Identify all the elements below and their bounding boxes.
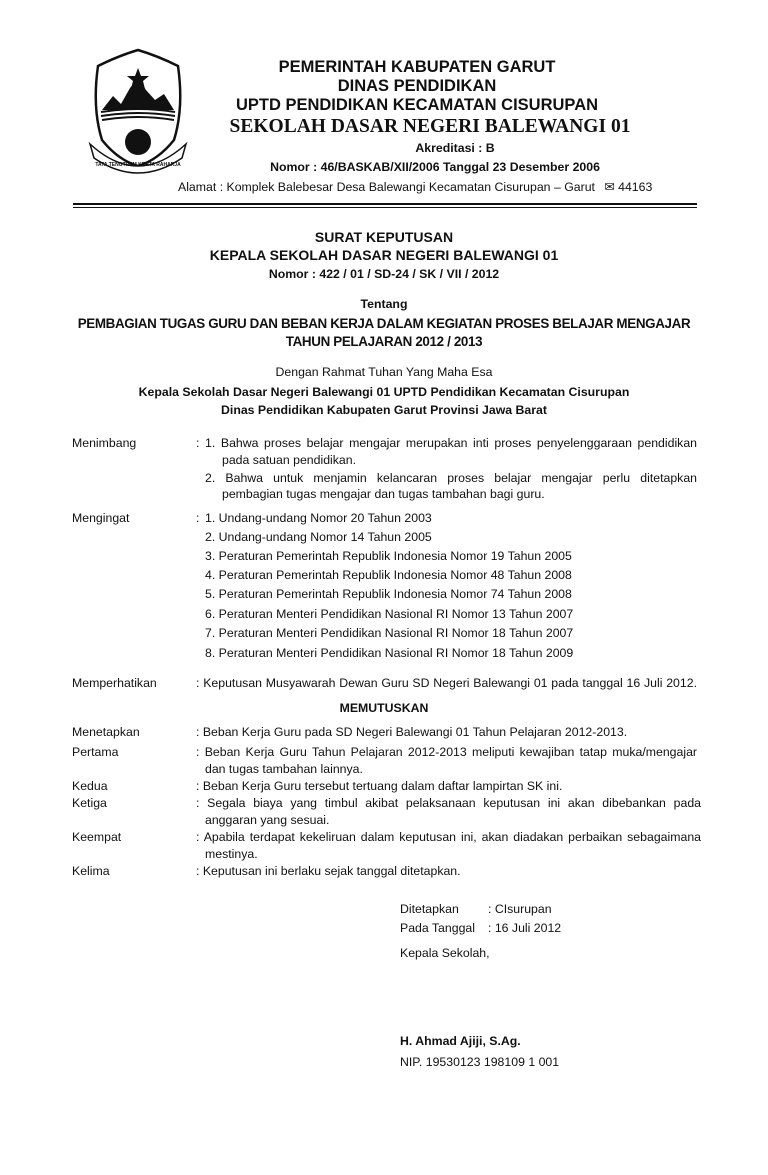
menimbang-item-1-cont: pada satuan pendidikan. bbox=[222, 453, 357, 467]
decree-number: Nomor : 422 / 01 / SD-24 / SK / VII / 2012 bbox=[268, 267, 500, 281]
mengingat-item: 8. Peraturan Menteri Pendidikan Nasional RI Nomor 18 Tahun 2009 bbox=[205, 646, 574, 660]
decree-subject-year: TAHUN PELAJARAN 2012 / 2013 bbox=[285, 334, 483, 349]
mengingat-item: 3. Peraturan Pemerintah Republik Indonesia Nomor 19 Tahun 2005 bbox=[205, 549, 572, 563]
menetapkan-label: Menetapkan bbox=[72, 725, 140, 739]
kedua-label: Kedua bbox=[72, 779, 108, 793]
kelima-label: Kelima bbox=[72, 864, 110, 878]
decision-heading: MEMUTUSKAN bbox=[339, 701, 429, 715]
registration-number: Nomor : 46/BASKAB/XII/2006 Tanggal 23 Desember 2006 bbox=[270, 160, 600, 174]
letterhead-line-3: UPTD PENDIDIKAN KECAMATAN CISURUPAN bbox=[235, 96, 599, 114]
pertama-text-cont: dan tugas tambahan lainnya. bbox=[205, 762, 363, 776]
keempat-text: : Apabila terdapat kekeliruan dalam keputusan ini, akan diadakan perbaikan sebagaimana bbox=[196, 830, 701, 844]
pertama-text: : Beban Kerja Guru Tahun Pelajaran 2012-2013 meliputi kewajiban tatap muka/mengajar bbox=[196, 745, 697, 759]
address-text: Alamat : Komplek Balebesar Desa Balewangi Kecamatan Cisurupan – Garut bbox=[178, 180, 595, 194]
signatory-nip: NIP. 19530123 198109 1 001 bbox=[400, 1055, 560, 1069]
issuer-line-1: Kepala Sekolah Dasar Negeri Balewangi 01 UPTD Pendidikan Kecamatan Cisurupan bbox=[138, 385, 630, 399]
letterhead-line-1: PEMERINTAH KABUPATEN GARUT bbox=[278, 58, 556, 76]
date-label: Pada Tanggal bbox=[400, 921, 475, 935]
place-label: Ditetapkan bbox=[400, 902, 459, 916]
kelima-text: : Keputusan ini berlaku sejak tanggal ditetapkan. bbox=[196, 864, 461, 878]
decree-subject: PEMBAGIAN TUGAS GURU DAN BEBAN KERJA DALAM KEGIATAN PROSES BELAJAR MENGAJAR bbox=[77, 316, 691, 331]
mengingat-label: Mengingat bbox=[72, 511, 130, 525]
keempat-text-cont: mestinya. bbox=[205, 847, 258, 861]
memperhatikan-label: Memperhatikan bbox=[72, 676, 157, 690]
letterhead-line-2: DINAS PENDIDIKAN bbox=[337, 77, 497, 95]
memperhatikan-text: : Keputusan Musyawarah Dewan Guru SD Negeri Balewangi 01 pada tanggal 16 Juli 2012. bbox=[196, 676, 697, 690]
kedua-text: : Beban Kerja Guru tersebut tertuang dalam daftar lampirtan SK ini. bbox=[196, 779, 563, 793]
mengingat-item: 6. Peraturan Menteri Pendidikan Nasional RI Nomor 13 Tahun 2007 bbox=[205, 607, 574, 621]
document-title: SURAT KEPUTUSAN bbox=[314, 229, 454, 245]
menimbang-label: Menimbang bbox=[72, 436, 137, 450]
ketiga-text: : Segala biaya yang timbul akibat pelaksanaan keputusan ini akan dibebankan pada bbox=[196, 796, 701, 810]
menetapkan-text: : Beban Kerja Guru pada SD Negeri Balewangi 01 Tahun Pelajaran 2012-2013. bbox=[196, 725, 628, 739]
about-label: Tentang bbox=[360, 297, 408, 311]
signatory-name: H. Ahmad Ajiji, S.Ag. bbox=[400, 1034, 521, 1048]
envelope-icon: ✉ bbox=[604, 180, 615, 194]
pertama-label: Pertama bbox=[72, 745, 119, 759]
mengingat-item: 1. Undang-undang Nomor 20 Tahun 2003 bbox=[205, 511, 432, 525]
mengingat-colon: : bbox=[196, 511, 200, 525]
menimbang-item-2: 2. Bahwa untuk menjamin kelancaran proses belajar mengajar perlu ditetapkan bbox=[205, 471, 697, 485]
date-value: : 16 Juli 2012 bbox=[488, 921, 562, 935]
school-name: SEKOLAH DASAR NEGERI BALEWANGI 01 bbox=[229, 116, 631, 137]
mengingat-item: 5. Peraturan Pemerintah Republik Indonesia Nomor 74 Tahun 2008 bbox=[205, 587, 572, 601]
issuer-line-2: Dinas Pendidikan Kabupaten Garut Provinsi Jawa Barat bbox=[221, 403, 547, 417]
header-divider bbox=[73, 203, 697, 205]
menimbang-item-2-cont: pembagian tugas mengajar dan tugas tambahan bagi guru. bbox=[222, 487, 545, 501]
mengingat-item: 4. Peraturan Pemerintah Republik Indonesia Nomor 48 Tahun 2008 bbox=[205, 568, 572, 582]
header-divider bbox=[73, 207, 697, 208]
mengingat-item: 2. Undang-undang Nomor 14 Tahun 2005 bbox=[205, 530, 432, 544]
menimbang-item-1: : 1. Bahwa proses belajar mengajar merupakan inti proses penyelenggaraan pendidikan bbox=[196, 436, 697, 450]
document-issuer-title: KEPALA SEKOLAH DASAR NEGERI BALEWANGI 01 bbox=[209, 247, 559, 263]
place-value: : CIsurupan bbox=[488, 902, 552, 916]
logo-motto: TATA TENGTREM KERTA RAHARJA bbox=[95, 162, 181, 168]
mengingat-item: 7. Peraturan Menteri Pendidikan Nasional RI Nomor 18 Tahun 2007 bbox=[205, 626, 574, 640]
signatory-position: Kepala Sekolah, bbox=[400, 946, 490, 960]
keempat-label: Keempat bbox=[72, 830, 122, 844]
district-emblem-logo bbox=[88, 48, 188, 178]
accreditation: Akreditasi : B bbox=[415, 141, 495, 155]
ketiga-text-cont: anggaran yang sesuai. bbox=[205, 813, 330, 827]
postal-code: 44163 bbox=[618, 180, 653, 194]
invocation: Dengan Rahmat Tuhan Yang Maha Esa bbox=[275, 365, 493, 379]
ketiga-label: Ketiga bbox=[72, 796, 107, 810]
address bbox=[178, 179, 652, 195]
